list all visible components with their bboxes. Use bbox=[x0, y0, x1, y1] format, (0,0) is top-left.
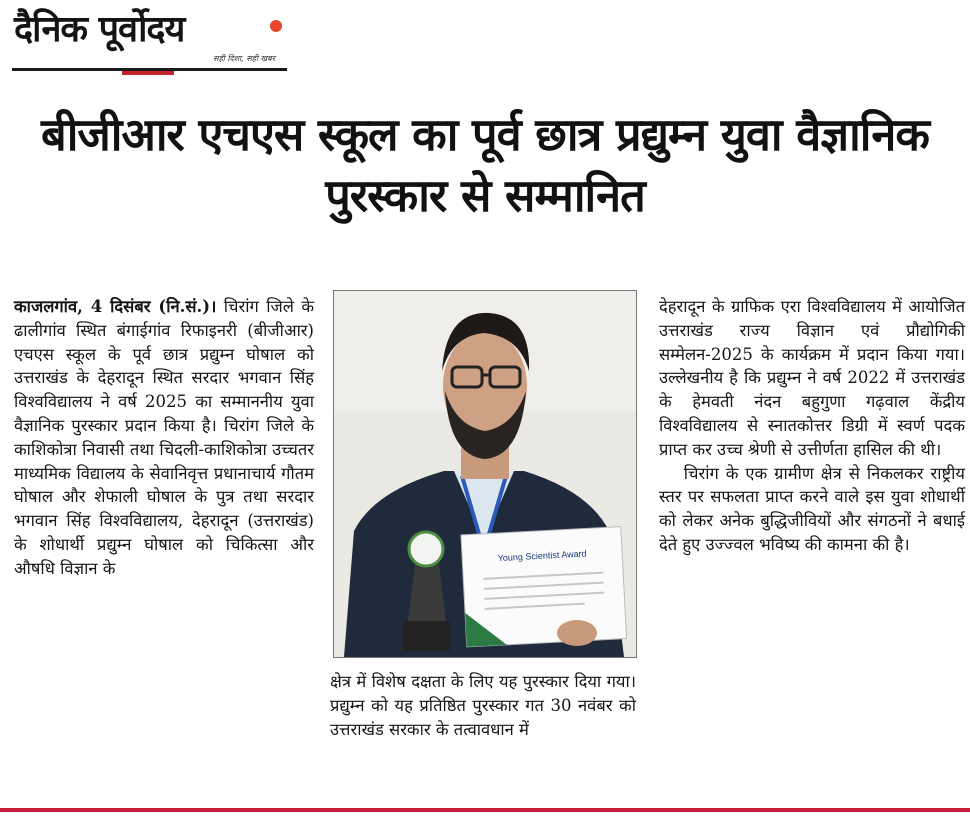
certificate-heading: Young Scientist Award bbox=[497, 548, 587, 564]
masthead-accent-bar bbox=[122, 71, 174, 75]
article-column-1 bbox=[14, 295, 314, 581]
awardee-photo-illustration bbox=[334, 291, 636, 657]
article-body-col3: देहरादून के ग्राफिक एरा विश्वविद्यालय में आयोजित उत्तराखंड राज्य विज्ञान एवं प्रौद्योगिकी सम्मेलन-2025 के कार्यक्रम में प्रदान किया गया। उल्लेखनीय है कि प्रद्युम्न ने वर्ष 2022 में उत्तराखंड के हेमवती नंदन बहुगुणा गढ़वाल केंद्रीय विश्वविद्यालय से स्नातकोत्तर डिग्री में स्वर्ण पदक प्राप्त कर उच्च श्रेणी से उत्तीर्णता हासिल की थी। bbox=[659, 297, 965, 459]
article-headline: बीजीआर एचएस स्कूल का पूर्व छात्र प्रद्युम्न युवा वैज्ञानिक पुरस्कार से सम्मानित bbox=[41, 108, 929, 222]
masthead bbox=[12, 8, 287, 74]
article-column-2: क्षेत्र में विशेष दक्षता के लिए यह पुरस्कार दिया गया। प्रद्युम्न को यह प्रतिष्ठित पुरस्कार गत 30 नवंबर को उत्तराखंड सरकार के तत्वावधान में bbox=[330, 672, 636, 739]
article-column-3 bbox=[659, 295, 965, 557]
awardee-photo bbox=[333, 290, 637, 658]
article-dateline: काजलगांव, 4 दिसंबर (नि.सं.)। bbox=[14, 297, 217, 316]
article-body-col1: चिरांग जिले के ढालीगांव स्थित बंगाईगांव रिफाइनरी (बीजीआर) एचएस स्कूल के पूर्व छात्र प्रद्युम्न घोषाल को उत्तराखंड के देहरादून स्थित सरदार भगवान सिंह विश्वविद्यालय ने वर्ष 2025 का सम्माननीय युवा वैज्ञानिक पुरस्कार प्रदान किया है। चिरांग जिले के काशिकोत्रा निवासी तथा चिदली-काशिकोत्रा उच्चतर माध्यमिक विद्यालय के सेवानिवृत्त प्रधानाचार्य गौतम घोषाल और शेफाली घोषाल के पुत्र तथा सरदार भगवान सिंह विश्वविद्यालय, देहरादून (उत्तराखंड) के शोधार्थी प्रद्युम्न घोषाल को चिकित्सा और औषधि विज्ञान के bbox=[14, 297, 314, 578]
logo-dot-icon bbox=[270, 20, 282, 32]
article-body-col3-para2: चिरांग के एक ग्रामीण क्षेत्र से निकलकर राष्ट्रीय स्तर पर सफलता प्राप्त करने वाले इस युवा शोधार्थी को लेकर अनेक बुद्धिजीवियों और संगठनों ने बधाई देते हुए उज्ज्वल भविष्य की कामना की है। bbox=[659, 463, 965, 554]
footer-divider bbox=[0, 808, 970, 812]
masthead-tagline: सही दिशा, सही खबर bbox=[213, 54, 275, 63]
newspaper-logo: दैनिक पूर्वोदय bbox=[14, 9, 185, 50]
